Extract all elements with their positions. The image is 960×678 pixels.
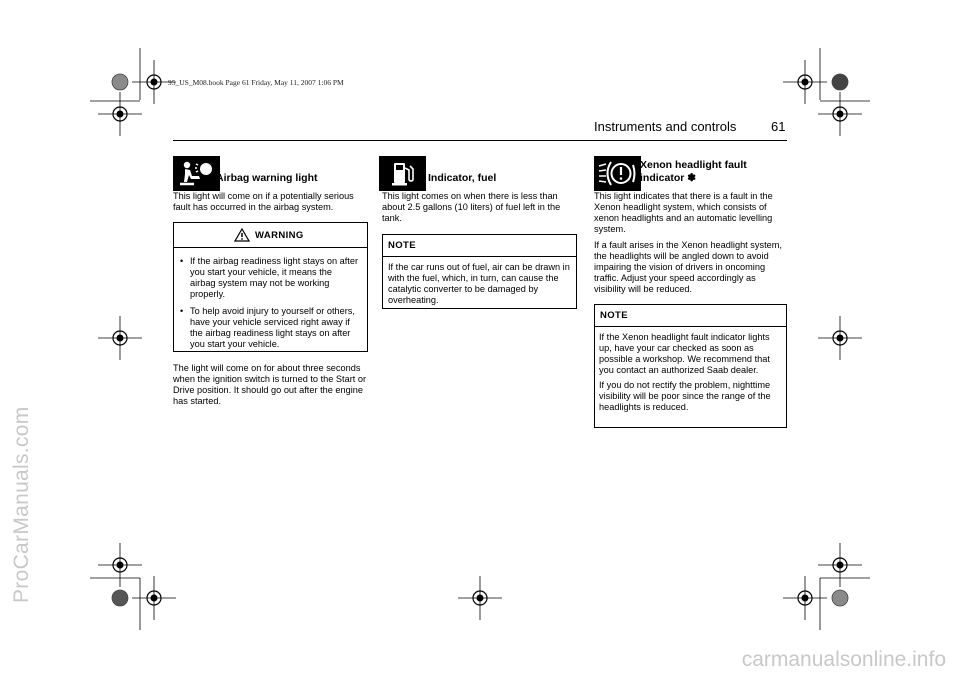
registration-mark [112, 590, 128, 606]
registration-mark [151, 595, 158, 602]
page-number: 61 [771, 119, 786, 134]
book-stamp: 95_US_M08.book Page 61 Friday, May 11, 2007 1:06 PM [168, 78, 344, 87]
fuel-intro: This light comes on when there is less than about 2.5 gallons (10 liters) of fuel left in the tank. [382, 191, 561, 223]
registration-mark [837, 111, 844, 118]
registration-mark [832, 74, 848, 90]
fuel-note-box [382, 234, 577, 309]
footer-watermark: carmanualsonline.info [741, 648, 946, 671]
fuel-pump-icon [379, 156, 426, 191]
xenon-title [640, 159, 747, 185]
airbag-warning-icon [173, 156, 220, 191]
xenon-headlight-fault-icon [594, 156, 641, 191]
registration-mark [477, 595, 484, 602]
xenon-para2: If a fault arises in the Xenon headlight system, the headlights will be angled down to avoid impairing the vision of drivers in oncoming traffic. Adjust your speed accordingly as visibility will be reduced. [594, 240, 782, 294]
registration-mark [837, 335, 844, 342]
note-heading: NOTE [388, 240, 416, 251]
airbag-warning-box [173, 222, 368, 352]
warning-bullet: • If the airbag readiness light stays on after you start your vehicle, it means the airbag system may not be working properly. [178, 256, 359, 300]
xenon-note-text1: If the Xenon headlight fault indicator lights up, have your car checked as soon as possible a workshop. We recommend that you contact an authorized Saab dealer. [599, 332, 770, 375]
xenon-note-text2: If you do not rectify the problem, nighttime visibility will be poor since the range of the headlights is reduced. [599, 380, 771, 412]
registration-mark [802, 79, 809, 86]
warning-triangle-icon [234, 228, 250, 247]
registration-mark [117, 111, 124, 118]
registration-mark [832, 590, 848, 606]
side-watermark: ProCarManuals.com [10, 406, 33, 603]
registration-mark [112, 74, 128, 90]
fuel-note-text: If the car runs out of fuel, air can be drawn in with the fuel, which, in turn, can cause the catalytic converter to be damaged by overheating. [388, 262, 570, 305]
warning-bullet: • To help avoid injury to yourself or others, have your vehicle serviced right away if the airbag readiness light stays on after you start your vehicle. [178, 306, 359, 350]
xenon-para1: This light indicates that there is a fault in the Xenon headlight system, which consists of xenon headlights and an automatic levelling system. [594, 191, 773, 234]
xenon-body [594, 191, 788, 300]
registration-mark [117, 335, 124, 342]
registration-mark [117, 562, 124, 569]
xenon-title-line2 [640, 172, 747, 185]
airbag-intro: This light will come on if a potentially serious fault has occurred in the airbag system. [173, 191, 354, 212]
xenon-note-box [594, 304, 787, 428]
fuel-title: Indicator, fuel [428, 172, 497, 184]
xenon-title-text: indicator [640, 172, 685, 184]
xenon-title-line1: Xenon headlight fault [640, 159, 747, 171]
asterisk-symbol-icon: ✽ [687, 172, 697, 184]
section-title: Instruments and controls [594, 119, 737, 134]
warning-heading: WARNING [255, 230, 304, 241]
registration-mark [802, 595, 809, 602]
airbag-title: Airbag warning light [216, 172, 318, 184]
airbag-outro: The light will come on for about three seconds when the ignition switch is turned to the Start or Drive position. It should go out after the engine has started. [173, 363, 367, 406]
registration-mark [151, 79, 158, 86]
registration-mark [837, 562, 844, 569]
warning-header [174, 223, 367, 247]
header-rule [173, 140, 787, 141]
note-heading: NOTE [600, 310, 628, 321]
note-header [595, 305, 786, 326]
note-header [383, 235, 576, 256]
